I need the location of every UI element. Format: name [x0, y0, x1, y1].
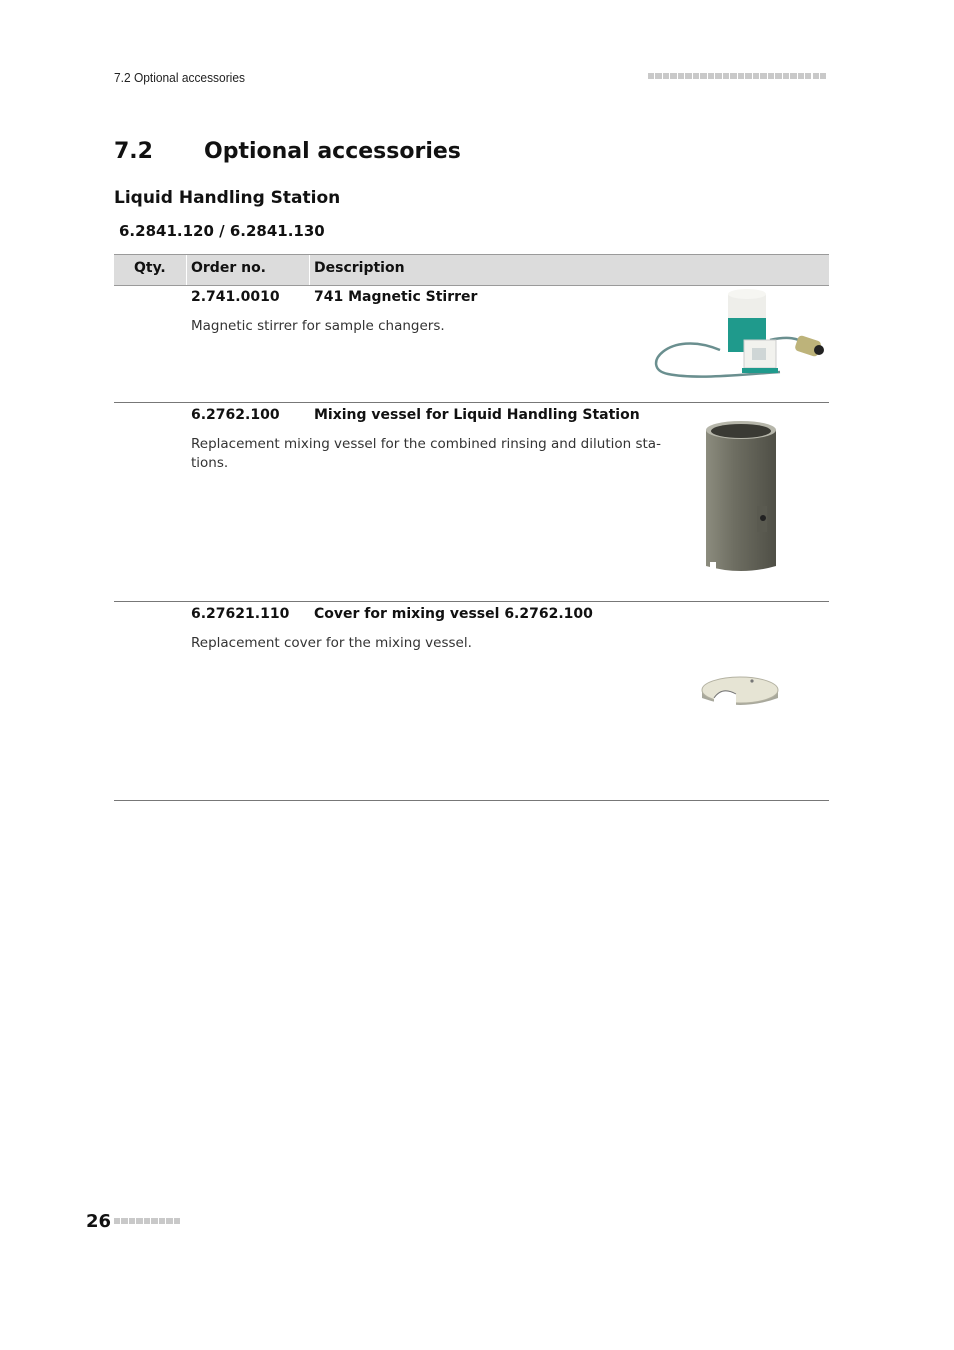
row-divider	[114, 601, 829, 602]
magnetic-stirrer-image	[648, 288, 830, 384]
table-header	[114, 254, 829, 286]
col-qty: Qty.	[134, 260, 166, 276]
subsection-title: Liquid Handling Station	[114, 188, 341, 208]
row-divider	[114, 800, 829, 801]
order-number: 6.27621.110	[191, 606, 290, 622]
section-number: 7.2	[114, 139, 153, 164]
item-title: Mixing vessel for Liquid Handling Station	[314, 407, 640, 423]
col-description: Description	[314, 260, 405, 276]
item-description: Magnetic stirrer for sample changers.	[191, 318, 445, 334]
footer-decoration	[114, 1218, 180, 1224]
order-number: 2.741.0010	[191, 289, 280, 305]
page-number: 26	[86, 1211, 112, 1232]
item-title: Cover for mixing vessel 6.2762.100	[314, 606, 593, 622]
section-title: Optional accessories	[204, 139, 461, 164]
col-order-no: Order no.	[191, 260, 267, 276]
item-title: 741 Magnetic Stirrer	[314, 289, 478, 305]
vessel-cover-image	[700, 672, 780, 712]
section-heading	[114, 139, 461, 164]
header-decoration	[648, 73, 826, 79]
subsection-codes: 6.2841.120 / 6.2841.130	[119, 222, 325, 240]
mixing-vessel-image	[700, 418, 782, 576]
order-number: 6.2762.100	[191, 407, 280, 423]
item-description: Replacement mixing vessel for the combined rinsing and dilution sta- tions.	[191, 436, 661, 471]
row-divider	[114, 402, 829, 403]
running-header: 7.2 Optional accessories	[114, 70, 245, 85]
item-description: Replacement cover for the mixing vessel.	[191, 635, 472, 651]
